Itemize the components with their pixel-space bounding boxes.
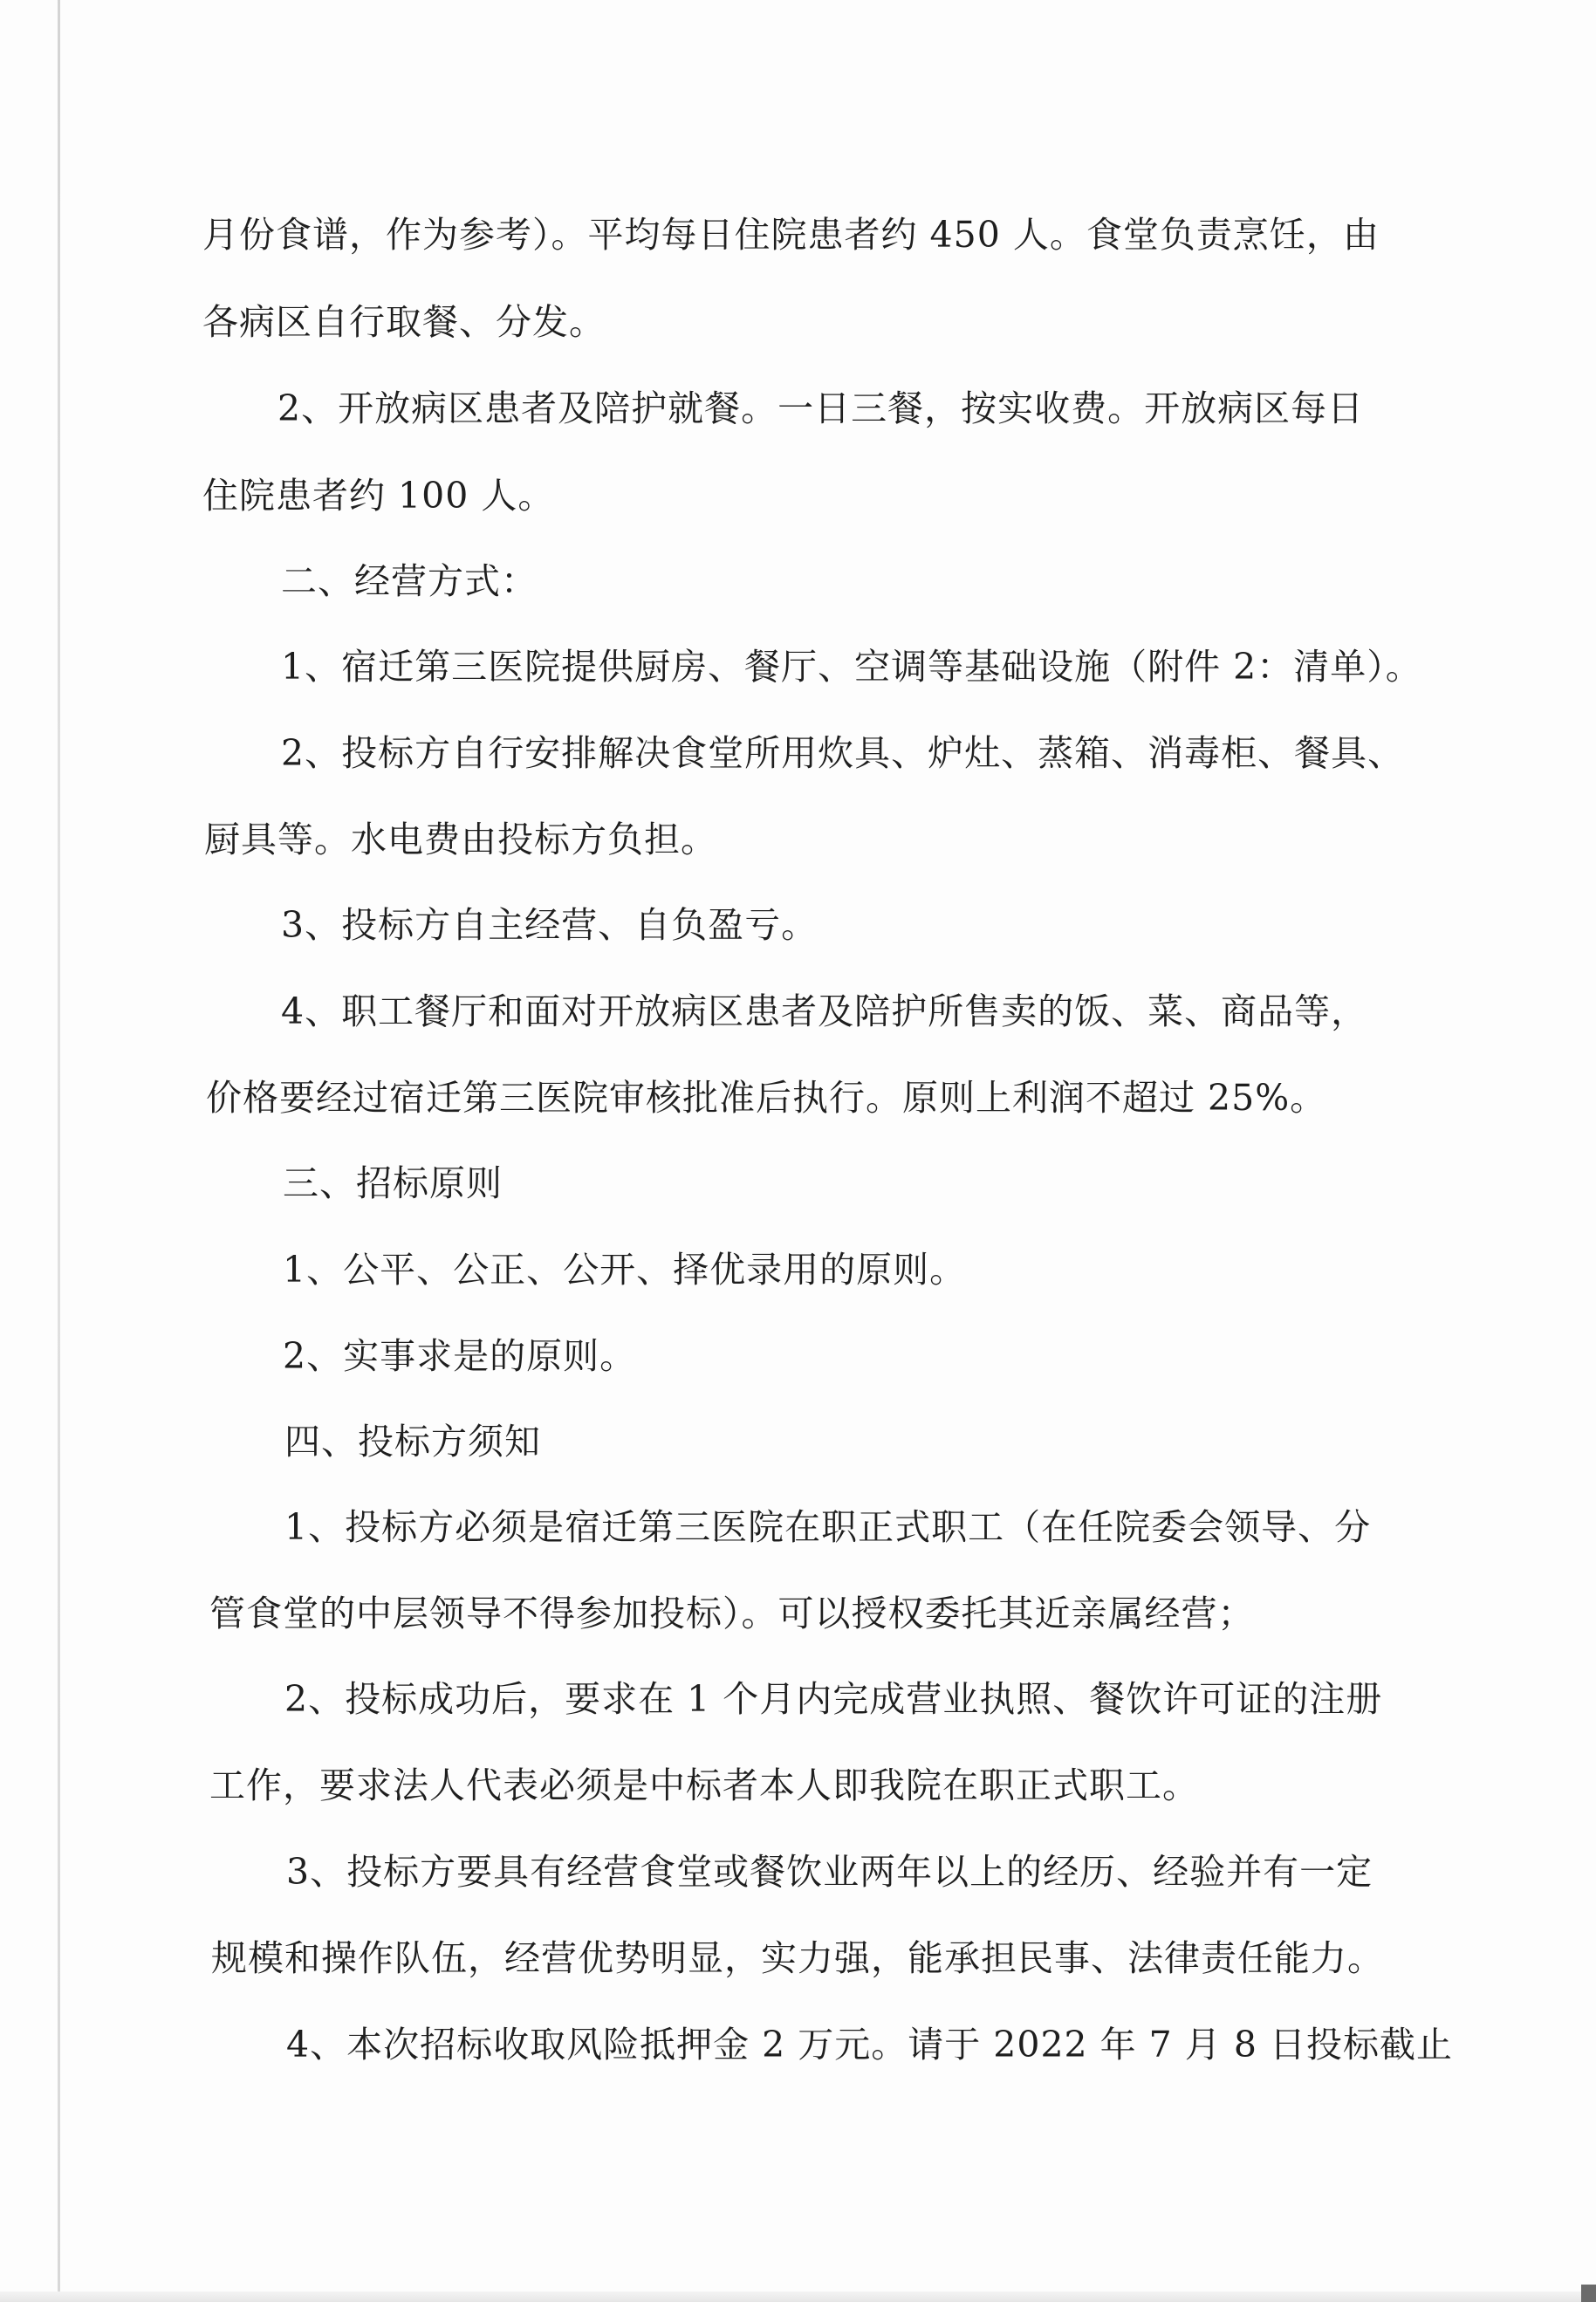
section-heading-3: 三、招标原则 bbox=[283, 1162, 503, 1204]
text-line-20: 3、投标方要具有经营食堂或餐饮业两年以上的经历、经验并有一定 bbox=[286, 1851, 1373, 1893]
text-line-04: 住院患者约 100 人。 bbox=[202, 475, 555, 517]
text-line-22: 4、本次招标收取风险抵押金 2 万元。请于 2022 年 7 月 8 日投标截止 bbox=[286, 2024, 1453, 2066]
section-heading-2: 二、经营方式： bbox=[281, 560, 538, 602]
scan-left-edge bbox=[58, 0, 60, 2302]
text-line-01: 月份食谱，作为参考）。平均每日住院患者约 450 人。食堂负责烹饪，由 bbox=[202, 214, 1380, 256]
text-line-09: 3、投标方自主经营、自负盈亏。 bbox=[281, 904, 819, 946]
text-line-02: 各病区自行取餐、分发。 bbox=[202, 301, 606, 343]
text-line-08: 厨具等。水电费由投标方负担。 bbox=[204, 819, 717, 860]
text-line-10: 4、职工餐厅和面对开放病区患者及陪护所售卖的饭、菜、商品等， bbox=[281, 990, 1368, 1032]
text-line-06: 1、宿迁第三医院提供厨房、餐厅、空调等基础设施（附件 2：清单）。 bbox=[281, 646, 1422, 688]
text-line-16: 1、投标方必须是宿迁第三医院在职正式职工（在任院委会领导、分 bbox=[284, 1506, 1372, 1548]
scan-corner-mark bbox=[1581, 2285, 1596, 2302]
text-line-19: 工作，要求法人代表必须是中标者本人即我院在职正式职工。 bbox=[209, 1764, 1199, 1806]
text-line-13: 1、公平、公正、公开、择优录用的原则。 bbox=[283, 1249, 967, 1291]
text-line-21: 规模和操作队伍，经营优势明显，实力强，能承担民事、法律责任能力。 bbox=[211, 1937, 1384, 1979]
scan-bottom-edge bbox=[0, 2292, 1596, 2302]
text-line-07: 2、投标方自行安排解决食堂所用炊具、炉灶、蒸箱、消毒柜、餐具、 bbox=[281, 732, 1405, 774]
text-line-17: 管食堂的中层领导不得参加投标）。可以授权委托其近亲属经营； bbox=[209, 1593, 1255, 1634]
text-line-03: 2、开放病区患者及陪护就餐。一日三餐，按实收费。开放病区每日 bbox=[277, 387, 1365, 429]
section-heading-4: 四、投标方须知 bbox=[284, 1421, 541, 1463]
text-line-11: 价格要经过宿迁第三医院审核批准后执行。原则上利润不超过 25%。 bbox=[206, 1077, 1327, 1119]
text-line-14: 2、实事求是的原则。 bbox=[283, 1335, 637, 1377]
text-line-18: 2、投标成功后，要求在 1 个月内完成营业执照、餐饮许可证的注册 bbox=[284, 1678, 1383, 1720]
